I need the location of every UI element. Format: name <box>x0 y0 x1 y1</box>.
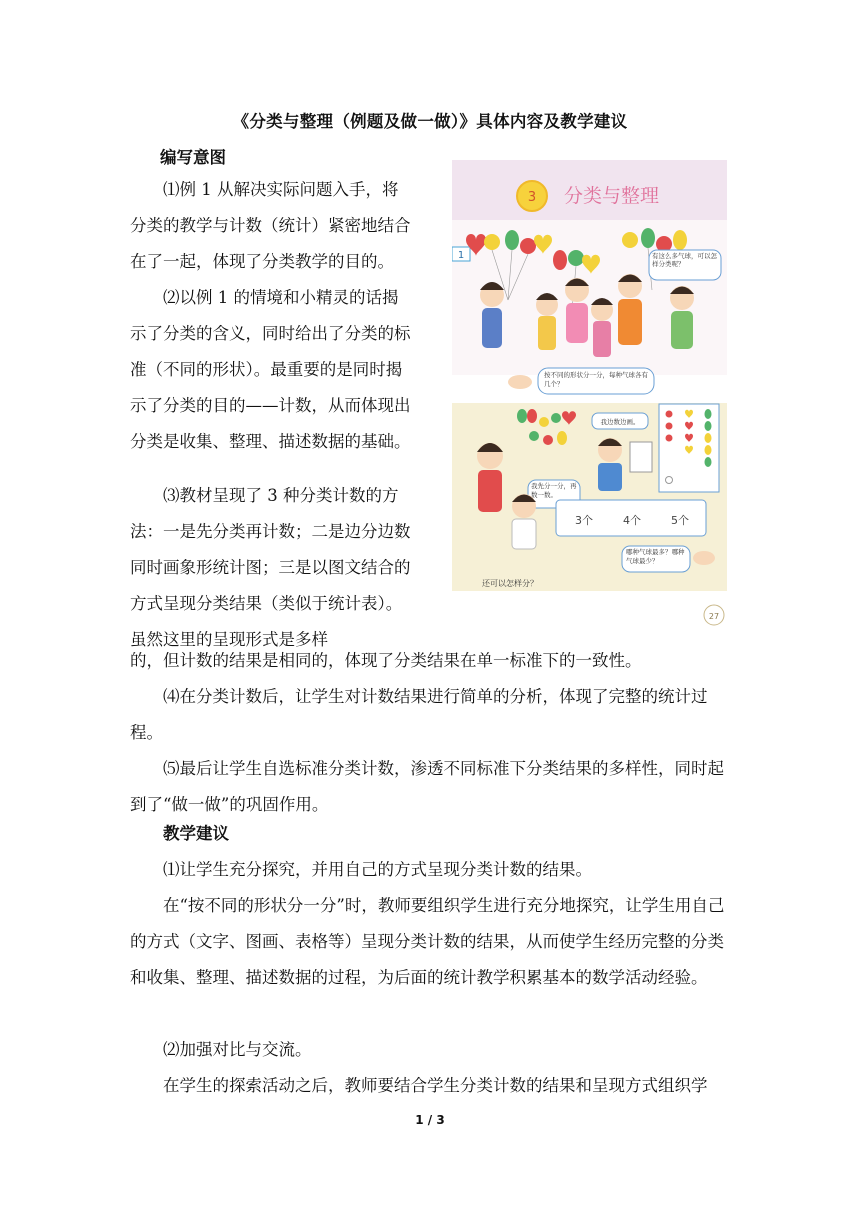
unit-number: 3 <box>527 190 537 205</box>
count-result-box <box>556 500 706 536</box>
speech-bubble-draw <box>592 413 648 429</box>
count-3: 5个 <box>671 514 689 527</box>
svg-text:我边数边画。: 我边数边画。 <box>600 418 640 426</box>
speech-bubble-question: 有这么多气球，可以怎样分类呢？ <box>649 250 721 280</box>
suggestion-2-heading: ⑵加强对比与交流。 <box>163 1040 312 1059</box>
suggestion-1-heading: ⑴让学生充分探究，并用自己的方式呈现分类计数的结果。 <box>163 860 592 879</box>
suggestion-2-body: 在学生的探索活动之后，教师要结合学生分类计数的结果和呈现方式组织学 <box>163 1076 708 1095</box>
example-number: 1 <box>457 250 465 261</box>
bottom-question: 还可以怎样分？ <box>482 579 538 588</box>
paragraph-2: ⑵以例 1 的情境和小精灵的话揭示了分类的含义，同时给出了分类的标准（不同的形状）。最重要的是同时揭示了分类的目的——计数，从而体现出分类是收集、整理、描述数据的基础。 <box>130 288 411 451</box>
unit-title: 分类与整理 <box>564 185 660 207</box>
book-page-number: 27 <box>708 612 720 621</box>
paragraph-3b: 的，但计数的结果是相同的，体现了分类结果在单一标准下的一致性。 <box>130 651 642 670</box>
girl-with-ponytails <box>477 443 503 512</box>
section-heading-suggestions: 教学建议 <box>163 824 229 843</box>
textbook-illustration <box>452 160 727 630</box>
paragraph-3a: ⑶教材呈现了 3 种分类计数的方法：一是先分类再计数；二是边分边数同时画象形统计图；三是以图文结合的方式呈现分类结果（类似于统计表）。虽然这里的呈现形式是多样 <box>130 486 411 649</box>
speech-bubble-most-least: 哪种气球最多？哪种气球最少？ <box>622 546 715 572</box>
sprite-speech-bubble: 按不同的形状分一分，每种气球各有几个？ <box>508 368 654 394</box>
boy-thinking <box>512 494 536 549</box>
pictograph-chart <box>659 404 719 492</box>
paragraph-5: ⑸最后让学生自选标准分类计数，渗透不同标准下分类结果的多样性，同时起到了“做一做”的巩固作用。 <box>130 759 724 814</box>
speech-bubble-count-first: 我先分一分，再数一数。 <box>528 480 580 508</box>
section-heading-intent: 编写意图 <box>160 148 226 167</box>
paragraph-1: ⑴例 1 从解决实际问题入手，将分类的教学与计数（统计）紧密地结合在了一起，体现了分类教学的目的。 <box>130 180 411 271</box>
document-title: 《分类与整理（例题及做一做）》具体内容及教学建议 <box>232 112 628 131</box>
suggestion-1-body: 在“按不同的形状分一分”时，教师要组织学生进行充分地探究，让学生用自己的方式（文字、图画、表格等）呈现分类计数的结果，从而使学生经历完整的分类和收集、整理、描述数据的过程，为后面的统计教学积累基本的数学活动经验。 <box>130 896 725 987</box>
count-1: 3个 <box>575 514 593 527</box>
page-number: 1 / 3 <box>415 1113 445 1127</box>
paragraph-4: ⑷在分类计数后，让学生对计数结果进行简单的分析，体现了完整的统计过程。 <box>130 687 708 742</box>
count-2: 4个 <box>623 514 641 527</box>
